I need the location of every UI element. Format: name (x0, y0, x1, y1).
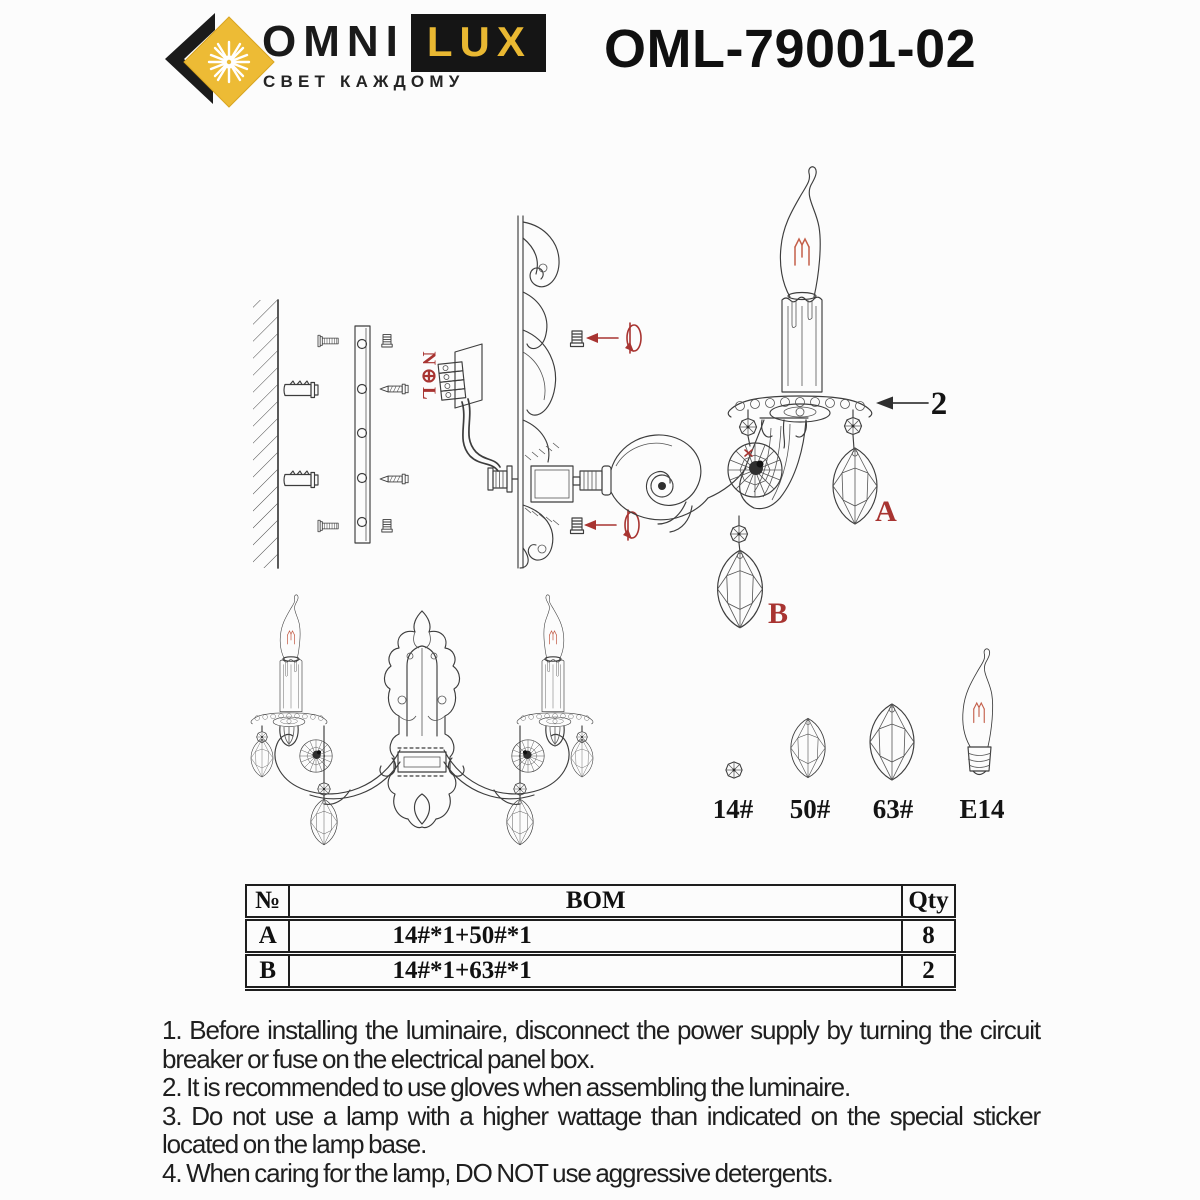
terminal-block (438, 344, 482, 408)
threaded-nipple (488, 466, 518, 492)
instruction-item-2: 2. It is recommended to use gloves when assembling the luminaire. (162, 1072, 851, 1103)
crystal-a-label: A (875, 495, 897, 528)
bom-row-b-bom: 14#*1+63#*1 (289, 954, 902, 989)
part-label-50: 50# (789, 794, 831, 824)
bom-row-a-qty: 8 (922, 922, 935, 949)
bom-table (245, 884, 956, 991)
backplate-side-view (518, 216, 573, 568)
brand-accent-text: LUX (426, 18, 532, 65)
supply-wires (462, 399, 500, 471)
bom-row-a-num: A (246, 919, 289, 954)
octagon-bead-icon (726, 762, 742, 778)
instruction-item-3: 3. Do not use a lamp with a higher wattage than indicated on the special sticker located on the lamp base. (162, 1100, 1040, 1160)
bom-row-b (246, 954, 955, 989)
almond-crystal-large-icon (870, 704, 914, 780)
bulb-socket-ring (788, 293, 816, 300)
bom-row-b-num: B (246, 954, 289, 989)
parts-legend (713, 649, 1005, 824)
crystal-strand-b (718, 516, 763, 628)
mounting-bracket (355, 326, 370, 543)
rotation-arrow (584, 323, 641, 540)
almond-crystal-small-icon (791, 718, 825, 777)
arm-rosette-crystal (728, 443, 782, 497)
brand-tagline: СВЕТ КАЖДОМУ (263, 72, 465, 91)
callout-2-arrow (876, 397, 928, 410)
model-number: OML-79001-02 (604, 19, 977, 79)
bom-row-a-bom: 14#*1+50#*1 (289, 919, 902, 954)
callout-2-label: 2 (930, 386, 948, 422)
wood-screw (380, 384, 408, 484)
machine-screw (318, 335, 338, 532)
candle-bulb-icon (963, 649, 993, 775)
part-label-63: 63# (872, 794, 914, 824)
wall-anchor (284, 381, 318, 488)
bracket-set-screw (382, 335, 392, 532)
part-label-14: 14# (712, 794, 754, 824)
candle-bulb (780, 167, 820, 297)
bom-row-a (246, 919, 955, 954)
side-view-assembly (253, 167, 947, 630)
instructions (162, 1016, 1040, 1188)
bom-col-bom: BOM (289, 885, 902, 919)
brand-text: OMNI (262, 17, 405, 66)
bom-col-num: № (246, 885, 289, 919)
bom-row-b-qty: 2 (922, 957, 935, 984)
arm-scroll (573, 435, 746, 532)
brand-lockup (262, 14, 546, 72)
backplate-set-screw (571, 331, 584, 534)
front-view-assembly (251, 595, 593, 845)
terminal-ln-label: N⊕L (418, 351, 439, 403)
part-label-e14: E14 (959, 794, 1005, 824)
wall-section (253, 300, 278, 568)
instruction-item-1: 1. Before installing the luminaire, disconnect the power supply by turning the circuit breaker or fuse on the electrical panel box. (162, 1015, 1040, 1074)
candle-sleeve (782, 297, 822, 392)
bom-col-qty: Qty (908, 887, 949, 914)
installation-diagram (150, 150, 1060, 860)
brand-accent-box (411, 14, 546, 72)
crystal-b-label: B (767, 597, 789, 630)
instruction-item-4: 4. When caring for the lamp, DO NOT use aggressive detergents. (162, 1157, 833, 1188)
candle-holder-horn (740, 418, 808, 509)
bom-header-row (246, 885, 955, 919)
